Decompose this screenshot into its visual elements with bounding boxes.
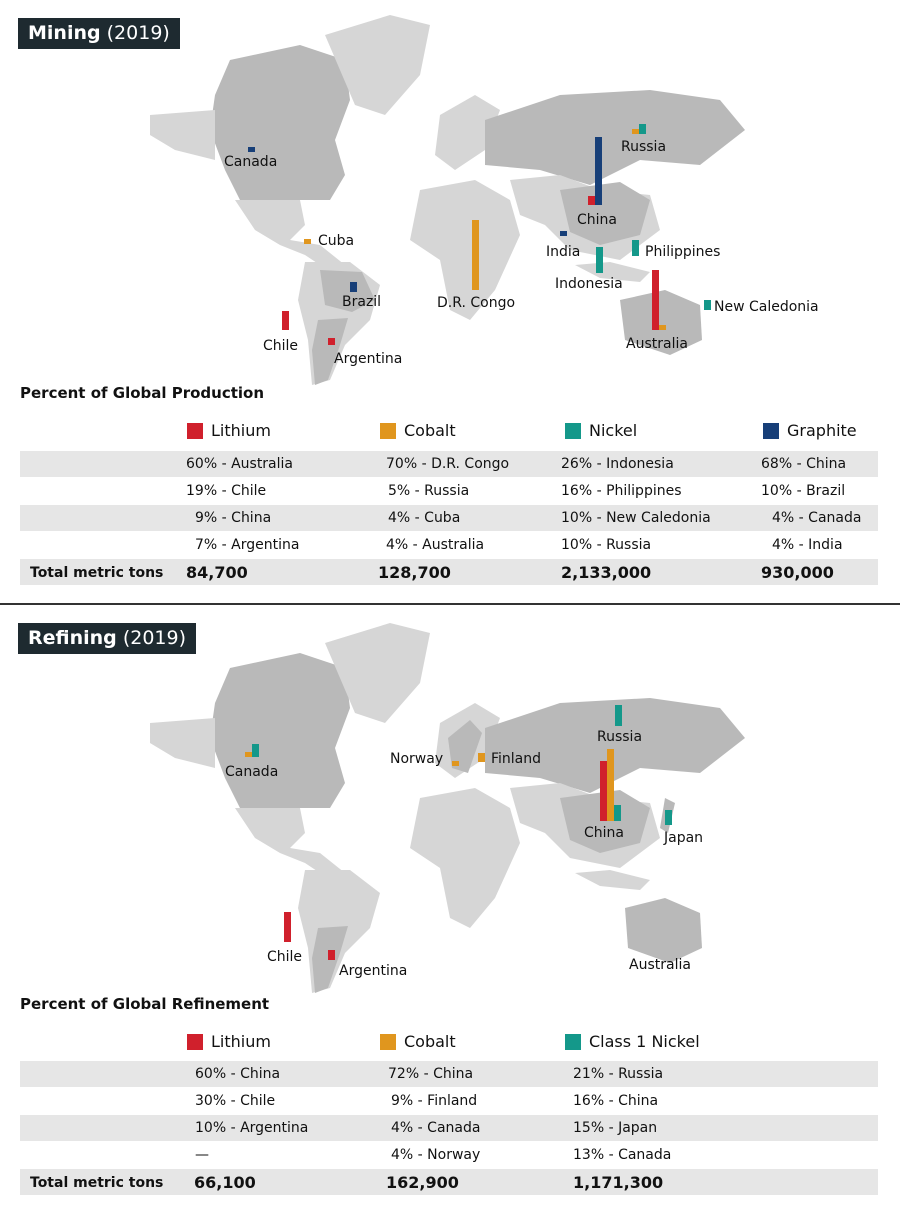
- table-cell: 70% - D.R. Congo: [386, 456, 510, 472]
- bar-cobalt-australia: [659, 325, 666, 330]
- bar-cobalt-canada: [245, 752, 252, 757]
- total-value: 2,133,000: [561, 563, 652, 582]
- table-cell: 19% - Chile: [186, 483, 267, 499]
- table-cell: 5% - Russia: [388, 483, 470, 499]
- table-row: [20, 478, 878, 504]
- legend-graphite: [763, 421, 857, 440]
- mining-title-year: (2019): [106, 22, 170, 44]
- country-label-chile: Chile: [263, 338, 299, 354]
- table-cell: 16% - China: [573, 1093, 659, 1109]
- bar-lithium-china: [600, 761, 607, 821]
- nickel-swatch: [565, 423, 581, 439]
- bar-graphite-brazil: [350, 282, 357, 292]
- bar-nickel-new-caledonia: [704, 300, 711, 310]
- bar-cobalt-china: [607, 749, 614, 821]
- table-cell: 15% - Japan: [573, 1120, 658, 1136]
- table-cell: 60% - China: [195, 1066, 281, 1082]
- country-label-australia: Australia: [626, 336, 688, 352]
- section-divider: [0, 603, 900, 605]
- country-label-norway: Norway: [390, 751, 444, 767]
- country-label-chile: Chile: [267, 949, 303, 965]
- country-label-china: China: [584, 825, 624, 841]
- cobalt-swatch: [380, 1034, 396, 1050]
- country-label-cuba: Cuba: [318, 233, 355, 249]
- table-cell: 30% - Chile: [195, 1093, 276, 1109]
- table-row: [20, 505, 878, 531]
- country-label-russia: Russia: [597, 729, 643, 745]
- table-cell: 60% - Australia: [186, 456, 293, 472]
- legend-label: Cobalt: [404, 1032, 456, 1051]
- bar-cobalt-d-r-congo: [472, 220, 479, 290]
- bar-lithium-argentina: [328, 950, 335, 960]
- legend-label: Graphite: [787, 421, 857, 440]
- legend-label: Class 1 Nickel: [589, 1032, 700, 1051]
- total-value: 930,000: [761, 563, 834, 582]
- bar-nickel-indonesia: [596, 247, 603, 273]
- country-label-philippines: Philippines: [645, 244, 721, 260]
- bar-nickel-russia: [639, 124, 646, 134]
- table-cell: 68% - China: [761, 456, 847, 472]
- refining-title-bold: Refining: [28, 627, 117, 649]
- country-label-australia: Australia: [629, 957, 691, 973]
- table-row: [20, 1142, 878, 1168]
- country-label-canada: Canada: [225, 764, 279, 780]
- bar-cobalt-russia: [632, 129, 639, 134]
- table-row: [20, 532, 878, 558]
- total-value: 1,171,300: [573, 1173, 664, 1192]
- bar-cobalt-finland: [478, 753, 485, 762]
- lithium-swatch: [187, 1034, 203, 1050]
- bar-class-1-nickel-canada: [252, 744, 259, 757]
- table-cell: 26% - Indonesia: [561, 456, 674, 472]
- legend-label: Lithium: [211, 421, 271, 440]
- total-value: 162,900: [386, 1173, 459, 1192]
- legend-lithium: [187, 1032, 271, 1051]
- country-label-new-caledonia: New Caledonia: [714, 299, 819, 315]
- table-cell: 21% - Russia: [573, 1066, 664, 1082]
- legend-cobalt: [380, 421, 456, 440]
- table-cell: 10% - Russia: [561, 537, 652, 553]
- lithium-swatch: [187, 423, 203, 439]
- bar-graphite-canada: [248, 147, 255, 152]
- total-value: 66,100: [194, 1173, 256, 1192]
- country-label-canada: Canada: [224, 154, 278, 170]
- country-label-japan: Japan: [664, 830, 704, 846]
- total-row: [20, 559, 878, 585]
- cobalt-swatch: [380, 423, 396, 439]
- bar-class-1-nickel-japan: [665, 810, 672, 825]
- bar-lithium-chile: [284, 912, 291, 942]
- table-cell: 7% - Argentina: [195, 537, 300, 553]
- table-row: [20, 1061, 878, 1087]
- total-label: Total metric tons: [30, 565, 164, 581]
- legend-lithium: [187, 421, 271, 440]
- bar-graphite-india: [560, 231, 567, 236]
- table-cell: 10% - New Caledonia: [561, 510, 711, 526]
- table-cell: —: [195, 1147, 209, 1163]
- bar-nickel-philippines: [632, 240, 639, 256]
- bar-lithium-china: [588, 196, 595, 205]
- legend-cobalt: [380, 1032, 456, 1051]
- country-label-india: India: [546, 244, 581, 260]
- refining-world-map: [0, 608, 900, 993]
- refining-legend: [0, 1032, 900, 1056]
- table-cell: 4% - Australia: [386, 537, 485, 553]
- legend-label: Nickel: [589, 421, 638, 440]
- table-cell: 4% - Canada: [772, 510, 862, 526]
- nickel-swatch: [565, 1034, 581, 1050]
- table-cell: 4% - Norway: [391, 1147, 481, 1163]
- bar-graphite-china: [595, 137, 602, 205]
- mining-legend: [0, 421, 900, 445]
- bar-lithium-australia: [652, 270, 659, 330]
- country-label-argentina: Argentina: [334, 351, 403, 367]
- table-row: [20, 451, 878, 477]
- bar-lithium-chile: [282, 311, 289, 330]
- table-cell: 10% - Brazil: [761, 483, 846, 499]
- bar-class-1-nickel-china: [614, 805, 621, 821]
- mining-title-bold: Mining: [28, 22, 101, 44]
- map-landmass: [150, 623, 745, 993]
- table-cell: 16% - Philippines: [561, 483, 682, 499]
- mining-world-map: [0, 0, 900, 385]
- legend-label: Lithium: [211, 1032, 271, 1051]
- country-label-finland: Finland: [491, 751, 542, 767]
- refining-title-year: (2019): [122, 627, 186, 649]
- legend-class1-nickel: [565, 1032, 700, 1051]
- table-cell: 10% - Argentina: [195, 1120, 309, 1136]
- table-cell: 4% - Canada: [391, 1120, 481, 1136]
- country-label-russia: Russia: [621, 139, 667, 155]
- total-value: 128,700: [378, 563, 451, 582]
- total-row: [20, 1169, 878, 1195]
- bar-cobalt-norway: [452, 761, 459, 766]
- table-cell: 72% - China: [388, 1066, 474, 1082]
- table-cell: 4% - Cuba: [388, 510, 461, 526]
- table-cell: 4% - India: [772, 537, 843, 553]
- table-cell: 13% - Canada: [573, 1147, 672, 1163]
- graphite-swatch: [763, 423, 779, 439]
- country-label-china: China: [577, 212, 617, 228]
- table-row: [20, 1115, 878, 1141]
- legend-label: Cobalt: [404, 421, 456, 440]
- total-value: 84,700: [186, 563, 248, 582]
- table-cell: 9% - China: [195, 510, 272, 526]
- mining-subhead: Percent of Global Production: [20, 384, 265, 402]
- bar-cobalt-cuba: [304, 239, 311, 244]
- refining-subhead: Percent of Global Refinement: [20, 995, 270, 1013]
- table-cell: 9% - Finland: [391, 1093, 478, 1109]
- legend-nickel: [565, 421, 637, 440]
- total-label: Total metric tons: [30, 1175, 164, 1191]
- country-label-indonesia: Indonesia: [555, 276, 623, 292]
- bar-class-1-nickel-russia: [615, 705, 622, 726]
- country-label-d-r-congo: D.R. Congo: [437, 295, 516, 311]
- country-label-brazil: Brazil: [342, 294, 382, 310]
- country-label-argentina: Argentina: [339, 963, 408, 979]
- bar-lithium-argentina: [328, 338, 335, 345]
- table-row: [20, 1088, 878, 1114]
